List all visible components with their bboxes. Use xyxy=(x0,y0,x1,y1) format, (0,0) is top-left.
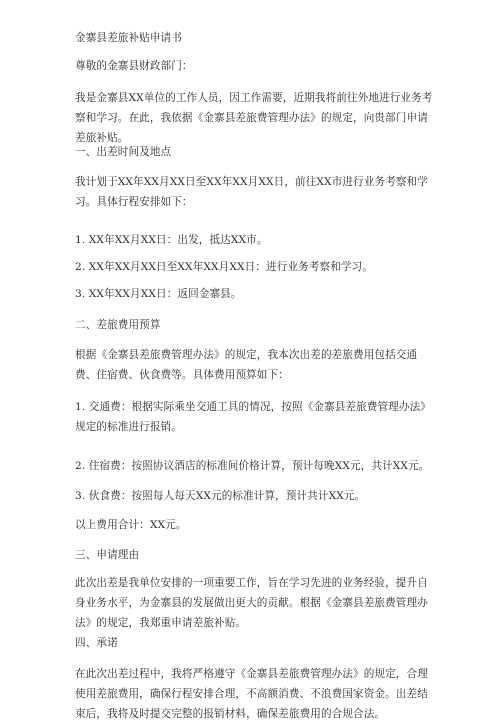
itinerary-item-1: 1. XX年XX月XX日：出发，抵达XX市。 xyxy=(75,234,268,246)
budget-item-1: 1. 交通费：根据实际乘坐交通工具的情况，按照《金寨县差旅费管理办法》规定的标准进行报销。 xyxy=(75,401,431,433)
budget-item-2: 2. 住宿费：按照协议酒店的标准间价格计算，预计每晚XX元，共计XX元。 xyxy=(75,460,430,472)
intro-paragraph: 我是金寨县XX单位的工作人员，因工作需要，近期我将前往外地进行业务考察和学习。在此，我依据《金寨县差旅费管理办法》的规定，向贵部门申请差旅补贴。 xyxy=(75,92,433,144)
salutation: 尊敬的金寨县财政部门： xyxy=(75,60,193,72)
itinerary-item-3: 3. XX年XX月XX日：返回金寨县。 xyxy=(75,288,242,300)
section1-heading: 一、出差时间及地点 xyxy=(75,146,172,158)
budget-total: 以上费用合计：XX元。 xyxy=(75,519,187,531)
itinerary-item-2: 2. XX年XX月XX日至XX年XX月XX日：进行业务考察和学习。 xyxy=(75,261,373,273)
section3-heading: 三、申请理由 xyxy=(75,549,140,561)
budget-item-3: 3. 伙食费：按照每人每天XX元的标准计算，预计共计XX元。 xyxy=(75,490,366,502)
section1-body: 我计划于XX年XX月XX日至XX年XX月XX日，前往XX市进行业务考察和学习。具体行程安排如下： xyxy=(75,176,428,208)
section3-body: 此次出差是我单位安排的一项重要工作，旨在学习先进的业务经验，提升自身业务水平，为金寨县的发展做出更大的贡献。根据《金寨县差旅费管理办法》的规定，我郑重申请差旅补贴。 xyxy=(75,577,428,629)
document-title: 金寨县差旅补贴申请书 xyxy=(75,32,182,44)
section2-heading: 二、差旅费用预算 xyxy=(75,319,161,331)
section4-body: 在此次出差过程中，我将严格遵守《金寨县差旅费管理办法》的规定，合理使用差旅费用，确保行程安排合理，不高额消费、不浪费国家资金。出差结束后，我将及时提交完整的报销材料，确保差旅费用的合规合法。 xyxy=(75,668,428,720)
section2-body: 根据《金寨县差旅费管理办法》的规定，我本次出差的差旅费用包括交通费、住宿费、伙食费等。具体费用预算如下： xyxy=(75,349,418,381)
section4-heading: 四、承诺 xyxy=(75,637,118,649)
